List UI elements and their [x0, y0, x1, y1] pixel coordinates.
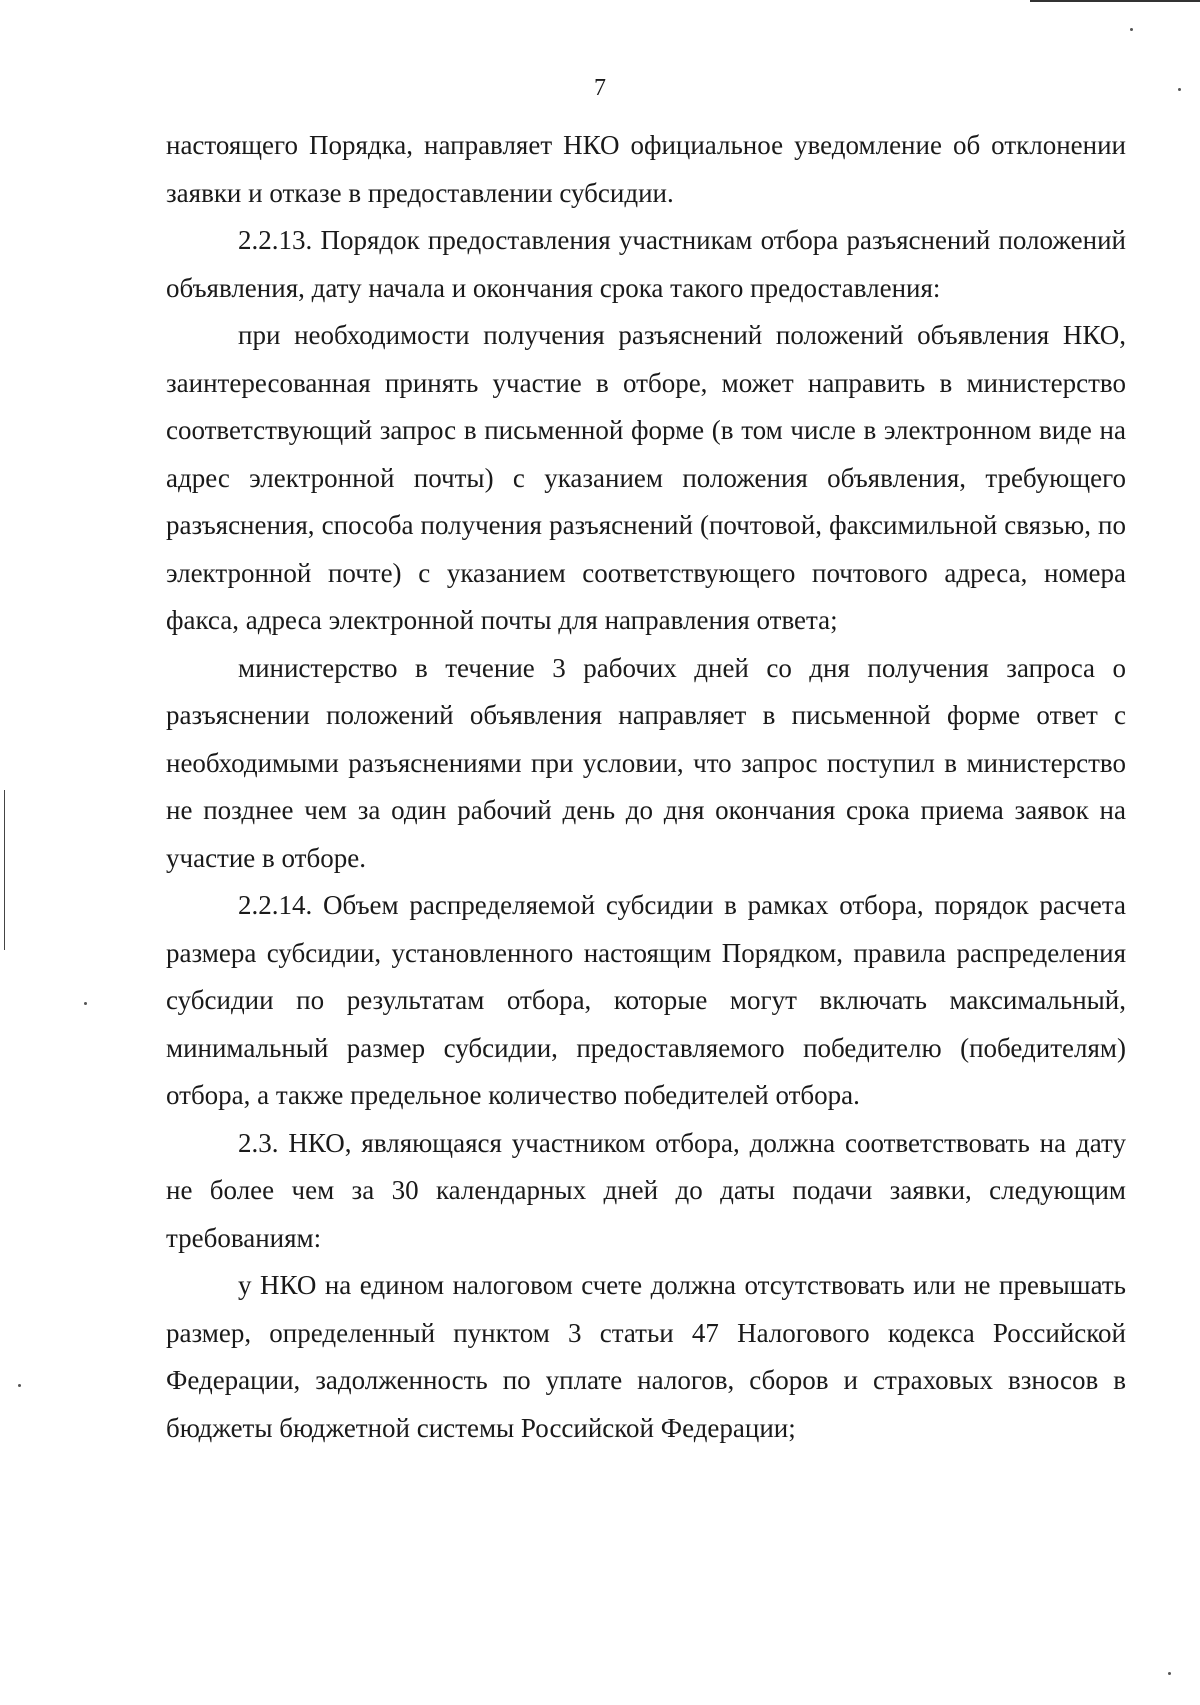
paragraph: 2.2.14. Объем распределяемой субсидии в рамках отбора, порядок расчета размера субсидии, установленного настоящим Порядком, правила распределения субсидии по результатам отбора, которые могут включать максимальный, минимальный размер субсидии, предоставляемого победителю (победителям) отбора, а также предельное количество победителей отбора. — [166, 890, 1126, 1110]
document-body — [166, 122, 1126, 1452]
page-number: 7 — [594, 75, 606, 101]
scan-speck — [1168, 1672, 1171, 1675]
paragraph: при необходимости получения разъяснений положений объявления НКО, заинтересованная принять участие в отборе, может направить в министерство соответствующий запрос в письменной форме (в том числе в электронном виде на адрес электронной почты) с указанием положения объявления, требующего разъяснения, способа получения разъяснений (почтовой, факсимильной связью, по электронной почте) с указанием соответствующего почтового адреса, номера факса, адреса электронной почты для направления ответа; — [166, 320, 1126, 635]
scan-speck — [18, 1384, 21, 1387]
scan-edge-line — [4, 790, 5, 950]
paragraph: у НКО на едином налоговом счете должна отсутствовать или не превышать размер, определенный пунктом 3 статьи 47 Налогового кодекса Российской Федерации, задолженность по уплате налогов, сборов и страховых взносов в бюджеты бюджетной системы Российской Федерации; — [166, 1270, 1126, 1443]
paragraph: 2.3. НКО, являющаяся участником отбора, должна соответствовать на дату не более чем за 30 календарных дней до даты подачи заявки, следующим требованиям: — [166, 1127, 1126, 1253]
scan-top-rule — [1030, 0, 1200, 2]
scan-speck — [1130, 28, 1133, 31]
scan-speck — [84, 1002, 87, 1005]
paragraph: 2.2.13. Порядок предоставления участникам отбора разъяснений положений объявления, дату начала и окончания срока такого предоставления: — [166, 225, 1126, 303]
paragraph: настоящего Порядка, направляет НКО официальное уведомление об отклонении заявки и отказе в предоставлении субсидии. — [166, 130, 1126, 208]
paragraph: министерство в течение 3 рабочих дней со дня получения запроса о разъяснении положений объявления направляет в письменной форме ответ с необходимыми разъяснениями при условии, что запрос поступил в министерство не позднее чем за один рабочий день до дня окончания срока приема заявок на участие в отборе. — [166, 652, 1126, 873]
